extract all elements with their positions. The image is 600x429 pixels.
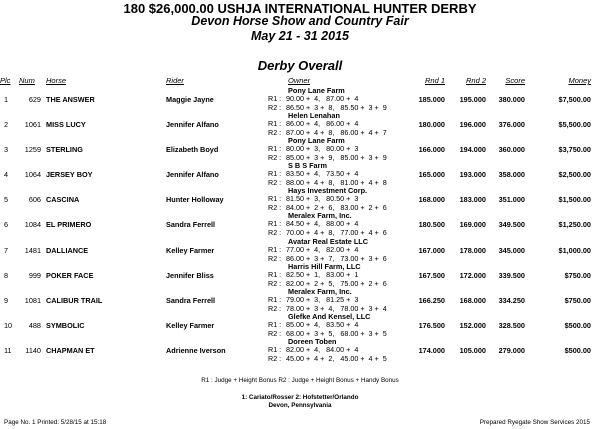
round-label: R2 : (268, 103, 282, 112)
col-rider: Rider (166, 76, 184, 85)
entry-score: 339.500 (498, 270, 525, 280)
entry-score: 349.500 (498, 220, 525, 230)
table-row (0, 286, 600, 314)
round-scores: 90.00 + 4, 87.00 + 4 (286, 94, 359, 103)
round1-breakdown (268, 270, 358, 279)
entry-horse: STERLING (46, 145, 83, 155)
entry-score: 328.500 (498, 320, 525, 330)
entry-horse: EL PRIMERO (46, 220, 92, 230)
round-label: R1 : (268, 319, 282, 329)
col-rnd1: Rnd 1 (424, 76, 445, 85)
round-label: R1 : (268, 144, 282, 154)
entry-number: 1061 (24, 120, 41, 130)
table-row (0, 188, 600, 213)
entry-money: $1,000.00 (558, 245, 591, 255)
round1-breakdown (268, 345, 358, 354)
col-plc: Plc (0, 76, 11, 85)
entry-rnd1: 167.000 (418, 245, 445, 255)
entry-owner: Doreen Toben (288, 336, 337, 346)
round-label: R1 : (268, 94, 282, 103)
entry-horse: CHAPMAN ET (46, 345, 95, 355)
entry-number: 1481 (24, 245, 41, 255)
col-money: Money (568, 76, 591, 85)
entry-rnd1: 174.000 (418, 345, 445, 355)
entry-rider: Sandra Ferrell (166, 295, 216, 305)
round-scores: 77.00 + 4, 82.00 + 4 (286, 244, 359, 254)
prepared-by: Prepared Ryegate Show Services 2015 (479, 419, 590, 426)
round-scores: 86.00 + 3 + 7, 73.00 + 3 + 6 (286, 253, 387, 263)
entry-score: 334.250 (498, 295, 525, 305)
table-row (0, 88, 600, 113)
entry-rnd2: 168.000 (459, 295, 486, 305)
round-label: R1 : (268, 194, 282, 204)
entry-rider: Jennifer Alfano (166, 120, 219, 130)
entry-number: 1081 (24, 295, 41, 305)
entry-rider: Jennifer Bliss (166, 270, 214, 280)
entry-score: 358.000 (498, 170, 525, 180)
entry-rider: Kelley Farmer (166, 245, 215, 255)
col-horse: Horse (46, 76, 67, 85)
round1-breakdown (268, 144, 358, 153)
entry-rnd1: 166.000 (418, 145, 445, 155)
entry-rnd1: 165.000 (418, 170, 445, 180)
table-row (0, 163, 600, 188)
entry-number: 629 (28, 95, 41, 104)
round-scores: 86.50 + 3 + 8, 85.50 + 3 + 9 (286, 103, 387, 112)
entry-score: 376.000 (498, 120, 525, 130)
entry-rider: Sandra Ferrell (166, 220, 216, 230)
entry-rnd1: 167.500 (418, 270, 445, 280)
table-row (0, 138, 600, 163)
entry-rnd1: 185.000 (418, 95, 445, 104)
entry-rider: Elizabeth Boyd (166, 145, 219, 155)
entry-number: 488 (28, 320, 41, 330)
entry-owner: Meralex Farm, Inc. (288, 211, 352, 221)
entry-rnd2: 196.000 (459, 120, 486, 130)
entry-rnd2: 194.000 (459, 145, 486, 155)
round1-breakdown (268, 169, 358, 178)
round-scores: 79.00 + 3, 81.25 + 3 (286, 294, 359, 304)
entry-rider: Maggie Jayne (166, 95, 214, 104)
round1-breakdown (268, 94, 358, 103)
entry-place: 11 (4, 345, 12, 355)
entry-score: 351.000 (498, 195, 525, 205)
col-rnd2: Rnd 2 (465, 76, 486, 85)
round-label: R1 : (268, 219, 282, 229)
entry-rnd2: 178.000 (459, 245, 486, 255)
judges-line: 1: Cariato/Rosser 2: Hofstetter/Orlando (241, 394, 359, 401)
entry-money: $2,500.00 (558, 170, 591, 180)
entry-owner: Pony Lane Farm (288, 86, 345, 95)
entry-number: 1064 (24, 170, 41, 180)
section-title: Derby Overall (257, 58, 343, 73)
entry-horse: POKER FACE (46, 270, 94, 280)
round-label: R2 : (268, 278, 282, 288)
entry-owner: Pony Lane Farm (288, 136, 345, 146)
show-dates: May 21 - 31 2015 (251, 29, 349, 43)
round-label: R2 : (268, 153, 282, 163)
round-scores: 45.00 + 4 + 2, 45.00 + 4 + 5 (286, 353, 387, 363)
table-row (0, 261, 600, 289)
entry-rnd2: 105.000 (459, 345, 486, 355)
table-row (0, 311, 600, 339)
round1-breakdown (268, 194, 358, 203)
entry-rnd2: 169.000 (459, 220, 486, 230)
entry-money: $3,750.00 (558, 145, 591, 155)
entry-horse: CALIBUR TRAIL (46, 295, 103, 305)
entry-rnd2: 183.000 (459, 195, 486, 205)
entry-money: $500.00 (564, 345, 591, 355)
round-label: R1 : (268, 169, 282, 179)
round1-breakdown (268, 119, 358, 128)
entry-place: 1 (4, 95, 9, 104)
entry-place: 9 (4, 295, 9, 305)
entry-score: 380.000 (498, 95, 525, 104)
entry-rnd1: 176.500 (418, 320, 445, 330)
col-score: Score (505, 76, 525, 85)
entry-place: 5 (4, 195, 9, 205)
score-legend: R1 : Judge + Height Bonus R2 : Judge + Height Bonus + Handy Bonus (201, 377, 399, 384)
entry-rnd1: 168.000 (418, 195, 445, 205)
entry-place: 7 (4, 245, 9, 255)
entry-owner: Glefke And Kensel, LLC (288, 311, 371, 321)
round1-breakdown (268, 295, 358, 304)
round-scores: 82.50 + 1, 83.00 + 1 (286, 269, 359, 279)
entry-place: 3 (4, 145, 9, 155)
round-scores: 68.00 + 3 + 5, 68.00 + 3 + 5 (286, 328, 387, 338)
round1-breakdown (268, 219, 358, 228)
entry-owner: Harris Hill Farm, LLC (288, 261, 361, 271)
page-info: Page No. 1 Printed: 5/28/15 at 15:18 (4, 419, 107, 426)
entry-money: $500.00 (564, 320, 591, 330)
round-scores: 81.50 + 3, 80.50 + 3 (286, 194, 359, 204)
entry-money: $750.00 (564, 295, 591, 305)
round-label: R2 : (268, 328, 282, 338)
entry-owner: S B S Farm (288, 161, 327, 171)
entry-score: 279.000 (498, 345, 525, 355)
round-scores: 82.00 + 2 + 5, 75.00 + 2 + 6 (286, 278, 387, 288)
round-scores: 70.00 + 4 + 8, 77.00 + 4 + 6 (286, 228, 387, 238)
table-row (0, 113, 600, 138)
round1-breakdown (268, 245, 358, 254)
round-label: R2 : (268, 253, 282, 263)
round-scores: 78.00 + 3 + 4, 78.00 + 3 + 4 (286, 303, 387, 313)
round2-breakdown (268, 153, 387, 162)
round-scores: 85.00 + 4, 83.50 + 4 (286, 319, 359, 329)
round-scores: 86.00 + 4, 86.00 + 4 (286, 119, 359, 129)
entry-rider: Kelley Farmer (166, 320, 215, 330)
round-label: R1 : (268, 244, 282, 254)
entry-owner: Helen Lenahan (288, 111, 340, 121)
entry-horse: CASCINA (46, 195, 80, 205)
entry-money: $5,500.00 (558, 120, 591, 130)
round2-breakdown (268, 354, 387, 363)
entry-rider: Jennifer Alfano (166, 170, 219, 180)
entry-number: 999 (28, 270, 41, 280)
entry-number: 606 (28, 195, 41, 205)
round-scores: 87.00 + 4 + 8, 86.00 + 4 + 7 (286, 128, 387, 138)
entry-score: 345.000 (498, 245, 525, 255)
round-label: R2 : (268, 203, 282, 213)
location-line: Devon, Pennsylvania (268, 402, 332, 409)
entry-money: $750.00 (564, 270, 591, 280)
entry-owner: Hays Investment Corp. (288, 186, 368, 196)
col-owner: Owner (288, 76, 311, 85)
round-scores: 84.00 + 2 + 6, 83.00 + 2 + 6 (286, 203, 387, 213)
entry-money: $1,500.00 (558, 195, 591, 205)
entry-place: 10 (4, 320, 13, 330)
round-scores: 80.00 + 3, 80.00 + 3 (286, 144, 359, 154)
entry-rider: Hunter Holloway (166, 195, 224, 205)
round-label: R2 : (268, 178, 282, 188)
round-scores: 88.00 + 4 + 8, 81.00 + 4 + 8 (286, 178, 387, 188)
entry-owner: Avatar Real Estate LLC (288, 236, 369, 246)
entry-place: 6 (4, 220, 9, 230)
results-table (0, 88, 600, 364)
entry-rnd2: 195.000 (459, 95, 486, 104)
entry-place: 8 (4, 270, 9, 280)
entry-rider: Adrienne Iverson (166, 345, 226, 355)
col-num: Num (19, 76, 35, 85)
table-row (0, 213, 600, 238)
entry-owner: Meralex Farm, Inc. (288, 286, 352, 296)
entry-place: 2 (4, 120, 9, 130)
table-row (0, 336, 600, 364)
entry-rnd2: 152.000 (459, 320, 486, 330)
entry-rnd2: 172.000 (459, 270, 486, 280)
entry-place: 4 (4, 170, 9, 180)
entry-rnd1: 180.000 (418, 120, 445, 130)
entry-horse: MISS LUCY (46, 120, 86, 130)
round-label: R1 : (268, 344, 282, 354)
table-row (0, 236, 600, 264)
round-label: R2 : (268, 128, 282, 138)
entry-number: 1084 (24, 220, 41, 230)
entry-horse: DALLIANCE (46, 245, 89, 255)
entry-horse: SYMBOLIC (46, 320, 85, 330)
entry-rnd1: 180.500 (418, 220, 445, 230)
round-label: R2 : (268, 228, 282, 238)
round-label: R1 : (268, 294, 282, 304)
round1-breakdown (268, 320, 358, 329)
round-scores: 82.00 + 4, 84.00 + 4 (286, 344, 359, 354)
entry-rnd1: 166.250 (418, 295, 445, 305)
entry-number: 1259 (24, 145, 41, 155)
round-scores: 84.50 + 4, 88.00 + 4 (286, 219, 359, 229)
class-title: 180 $26,000.00 USHJA INTERNATIONAL HUNTER DERBY (123, 1, 477, 16)
entry-money: $7,500.00 (558, 95, 591, 104)
round-label: R2 : (268, 303, 282, 313)
entry-horse: JERSEY BOY (46, 170, 93, 180)
entry-number: 1140 (25, 345, 41, 355)
round-label: R2 : (268, 353, 282, 363)
round-label: R1 : (268, 119, 282, 129)
round-scores: 85.00 + 3 + 9, 85.00 + 3 + 9 (286, 153, 387, 163)
entry-rnd2: 193.000 (459, 170, 486, 180)
entry-money: $1,250.00 (558, 220, 591, 230)
round-scores: 83.50 + 4, 73.50 + 4 (286, 169, 359, 179)
show-name: Devon Horse Show and Country Fair (191, 14, 409, 28)
entry-score: 360.000 (498, 145, 525, 155)
entry-horse: THE ANSWER (46, 95, 95, 104)
round-label: R1 : (268, 269, 282, 279)
